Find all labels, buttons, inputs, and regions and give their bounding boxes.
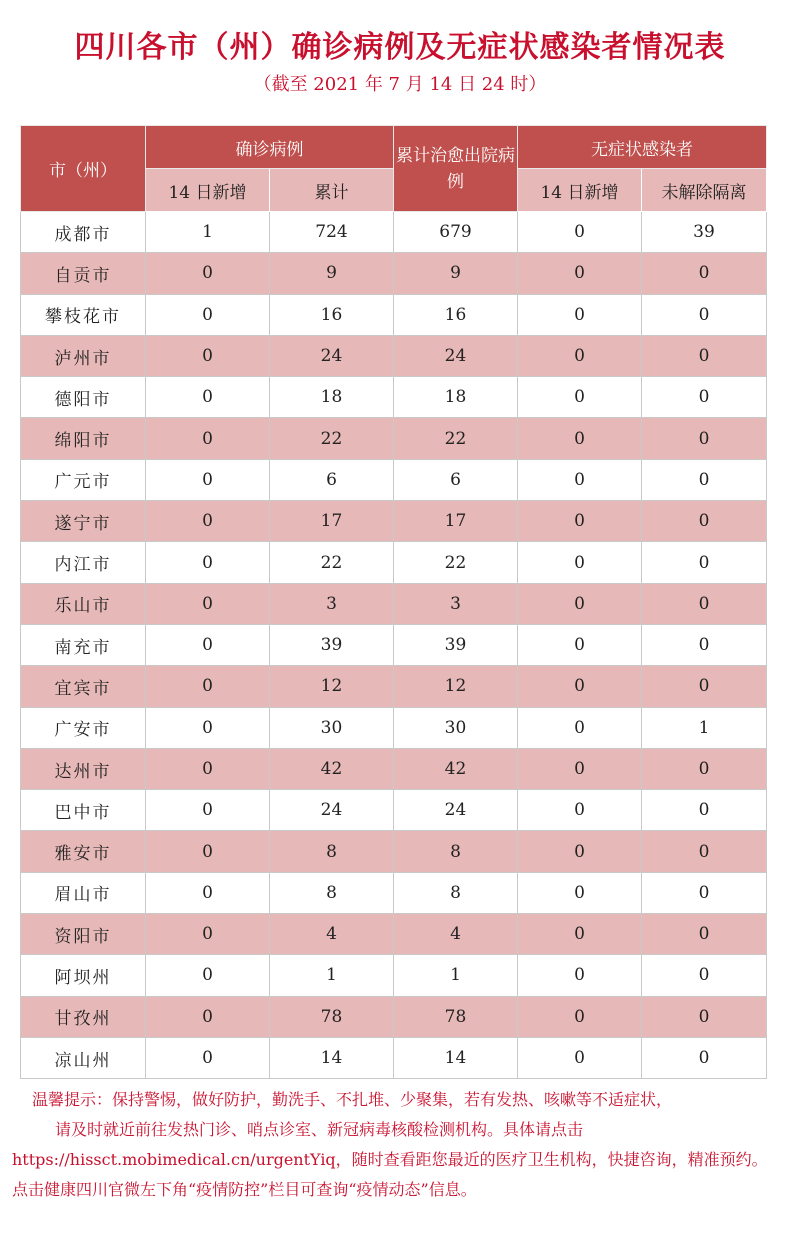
cell-confirmed-total: 24 bbox=[270, 790, 394, 831]
cell-confirmed-total: 16 bbox=[270, 294, 394, 335]
cell-asymptomatic-new: 0 bbox=[518, 831, 642, 872]
table-row bbox=[21, 748, 767, 789]
table-row bbox=[21, 872, 767, 913]
cell-recovered: 679 bbox=[394, 212, 518, 253]
cell-confirmed-total: 724 bbox=[270, 212, 394, 253]
cell-recovered: 17 bbox=[394, 501, 518, 542]
header-asymptomatic-unreleased: 未解除隔离 bbox=[642, 169, 767, 212]
cell-asymptomatic-unreleased: 0 bbox=[642, 748, 767, 789]
cell-confirmed-total: 3 bbox=[270, 583, 394, 624]
cell-asymptomatic-new: 0 bbox=[518, 583, 642, 624]
cell-confirmed-total: 9 bbox=[270, 253, 394, 294]
cell-confirmed-new: 0 bbox=[146, 294, 270, 335]
cell-confirmed-total: 17 bbox=[270, 501, 394, 542]
cell-confirmed-total: 18 bbox=[270, 377, 394, 418]
cell-asymptomatic-unreleased: 0 bbox=[642, 583, 767, 624]
cell-confirmed-total: 14 bbox=[270, 1037, 394, 1078]
cell-confirmed-new: 0 bbox=[146, 377, 270, 418]
header-confirmed-total: 累计 bbox=[270, 169, 394, 212]
cell-city: 成都市 bbox=[21, 212, 146, 253]
cell-asymptomatic-new: 0 bbox=[518, 459, 642, 500]
header-confirmed-new: 14 日新增 bbox=[146, 169, 270, 212]
cell-confirmed-total: 12 bbox=[270, 666, 394, 707]
cell-asymptomatic-new: 0 bbox=[518, 1037, 642, 1078]
cell-asymptomatic-unreleased: 0 bbox=[642, 955, 767, 996]
cell-confirmed-new: 0 bbox=[146, 501, 270, 542]
cell-city: 乐山市 bbox=[21, 583, 146, 624]
table-row bbox=[21, 831, 767, 872]
cell-asymptomatic-new: 0 bbox=[518, 335, 642, 376]
cell-confirmed-new: 0 bbox=[146, 831, 270, 872]
table-row bbox=[21, 583, 767, 624]
cell-confirmed-new: 0 bbox=[146, 459, 270, 500]
table-header bbox=[21, 126, 767, 212]
cell-asymptomatic-unreleased: 0 bbox=[642, 624, 767, 665]
table-row bbox=[21, 212, 767, 253]
header-city: 市（州） bbox=[21, 126, 146, 212]
cell-asymptomatic-unreleased: 0 bbox=[642, 872, 767, 913]
cell-city: 雅安市 bbox=[21, 831, 146, 872]
tips-line-2: 请及时就近前往发热门诊、哨点诊室、新冠病毒核酸检测机构。具体请点击 bbox=[55, 1120, 584, 1139]
cell-recovered: 8 bbox=[394, 872, 518, 913]
cell-confirmed-new: 0 bbox=[146, 335, 270, 376]
cell-asymptomatic-new: 0 bbox=[518, 253, 642, 294]
cell-asymptomatic-unreleased: 0 bbox=[642, 377, 767, 418]
cell-asymptomatic-new: 0 bbox=[518, 542, 642, 583]
cell-recovered: 22 bbox=[394, 542, 518, 583]
table-row bbox=[21, 253, 767, 294]
cell-city: 阿坝州 bbox=[21, 955, 146, 996]
table-row bbox=[21, 914, 767, 955]
tips-line-3: https://hissct.mobimedical.cn/urgentYiq，随时查看距您最近的医疗卫生机构，快捷咨询，精准预约。 bbox=[12, 1150, 768, 1169]
cell-asymptomatic-unreleased: 0 bbox=[642, 335, 767, 376]
cell-asymptomatic-new: 0 bbox=[518, 377, 642, 418]
table-row bbox=[21, 790, 767, 831]
cell-city: 甘孜州 bbox=[21, 996, 146, 1037]
cell-confirmed-total: 39 bbox=[270, 624, 394, 665]
cell-confirmed-new: 0 bbox=[146, 666, 270, 707]
cell-asymptomatic-new: 0 bbox=[518, 666, 642, 707]
cell-asymptomatic-unreleased: 0 bbox=[642, 501, 767, 542]
page-subtitle: （截至 2021 年 7 月 14 日 24 时） bbox=[253, 74, 547, 95]
table-row bbox=[21, 294, 767, 335]
cell-confirmed-total: 22 bbox=[270, 418, 394, 459]
cell-recovered: 16 bbox=[394, 294, 518, 335]
table-row bbox=[21, 666, 767, 707]
table-row bbox=[21, 624, 767, 665]
tips-line-4: 点击健康四川官微左下角“疫情防控”栏目可查询“疫情动态”信息。 bbox=[12, 1180, 477, 1199]
cell-confirmed-total: 78 bbox=[270, 996, 394, 1037]
cell-recovered: 78 bbox=[394, 996, 518, 1037]
table-row bbox=[21, 459, 767, 500]
cell-city: 德阳市 bbox=[21, 377, 146, 418]
cell-asymptomatic-new: 0 bbox=[518, 294, 642, 335]
cell-city: 自贡市 bbox=[21, 253, 146, 294]
cell-asymptomatic-new: 0 bbox=[518, 914, 642, 955]
cell-recovered: 18 bbox=[394, 377, 518, 418]
cell-city: 凉山州 bbox=[21, 1037, 146, 1078]
cell-city: 泸州市 bbox=[21, 335, 146, 376]
cell-city: 眉山市 bbox=[21, 872, 146, 913]
cell-asymptomatic-unreleased: 0 bbox=[642, 459, 767, 500]
header-confirmed-group: 确诊病例 bbox=[146, 126, 394, 169]
tips-notes bbox=[12, 1085, 800, 1205]
cell-confirmed-new: 1 bbox=[146, 212, 270, 253]
header-recovered: 累计治愈出院病例 bbox=[394, 126, 518, 212]
cell-recovered: 8 bbox=[394, 831, 518, 872]
cell-confirmed-new: 0 bbox=[146, 707, 270, 748]
header-asymptomatic-new: 14 日新增 bbox=[518, 169, 642, 212]
cell-confirmed-new: 0 bbox=[146, 542, 270, 583]
cases-table bbox=[20, 125, 767, 1079]
cell-confirmed-new: 0 bbox=[146, 418, 270, 459]
table-row bbox=[21, 955, 767, 996]
cell-recovered: 24 bbox=[394, 790, 518, 831]
cell-asymptomatic-new: 0 bbox=[518, 707, 642, 748]
cell-asymptomatic-unreleased: 0 bbox=[642, 666, 767, 707]
cell-confirmed-total: 42 bbox=[270, 748, 394, 789]
cell-confirmed-new: 0 bbox=[146, 748, 270, 789]
cell-confirmed-total: 30 bbox=[270, 707, 394, 748]
header-asymptomatic-group: 无症状感染者 bbox=[518, 126, 767, 169]
cell-recovered: 24 bbox=[394, 335, 518, 376]
cell-recovered: 4 bbox=[394, 914, 518, 955]
cell-asymptomatic-unreleased: 0 bbox=[642, 831, 767, 872]
table-body bbox=[21, 212, 767, 1079]
cell-city: 南充市 bbox=[21, 624, 146, 665]
cell-asymptomatic-new: 0 bbox=[518, 996, 642, 1037]
cell-city: 宜宾市 bbox=[21, 666, 146, 707]
cell-confirmed-total: 22 bbox=[270, 542, 394, 583]
cell-recovered: 1 bbox=[394, 955, 518, 996]
table-row bbox=[21, 707, 767, 748]
cell-asymptomatic-new: 0 bbox=[518, 624, 642, 665]
cell-confirmed-total: 24 bbox=[270, 335, 394, 376]
cell-asymptomatic-unreleased: 0 bbox=[642, 253, 767, 294]
cell-city: 广元市 bbox=[21, 459, 146, 500]
cell-confirmed-new: 0 bbox=[146, 253, 270, 294]
cell-recovered: 3 bbox=[394, 583, 518, 624]
cell-confirmed-new: 0 bbox=[146, 790, 270, 831]
cell-city: 内江市 bbox=[21, 542, 146, 583]
cell-recovered: 30 bbox=[394, 707, 518, 748]
cell-city: 巴中市 bbox=[21, 790, 146, 831]
cell-asymptomatic-unreleased: 0 bbox=[642, 914, 767, 955]
cell-confirmed-new: 0 bbox=[146, 996, 270, 1037]
cell-asymptomatic-new: 0 bbox=[518, 418, 642, 459]
cell-city: 攀枝花市 bbox=[21, 294, 146, 335]
cell-confirmed-total: 8 bbox=[270, 831, 394, 872]
table-row bbox=[21, 1037, 767, 1078]
cell-asymptomatic-unreleased: 0 bbox=[642, 790, 767, 831]
cell-asymptomatic-unreleased: 0 bbox=[642, 996, 767, 1037]
cell-confirmed-total: 1 bbox=[270, 955, 394, 996]
cell-asymptomatic-new: 0 bbox=[518, 501, 642, 542]
table-row bbox=[21, 335, 767, 376]
cell-confirmed-new: 0 bbox=[146, 914, 270, 955]
cell-asymptomatic-unreleased: 0 bbox=[642, 1037, 767, 1078]
cell-asymptomatic-new: 0 bbox=[518, 790, 642, 831]
cell-confirmed-new: 0 bbox=[146, 872, 270, 913]
cell-asymptomatic-unreleased: 1 bbox=[642, 707, 767, 748]
cell-confirmed-total: 4 bbox=[270, 914, 394, 955]
cell-confirmed-total: 6 bbox=[270, 459, 394, 500]
cell-recovered: 14 bbox=[394, 1037, 518, 1078]
cell-asymptomatic-new: 0 bbox=[518, 955, 642, 996]
cell-confirmed-new: 0 bbox=[146, 955, 270, 996]
cell-asymptomatic-unreleased: 0 bbox=[642, 294, 767, 335]
cell-asymptomatic-new: 0 bbox=[518, 212, 642, 253]
cell-city: 资阳市 bbox=[21, 914, 146, 955]
cell-recovered: 22 bbox=[394, 418, 518, 459]
cell-confirmed-total: 8 bbox=[270, 872, 394, 913]
cell-confirmed-new: 0 bbox=[146, 1037, 270, 1078]
cell-recovered: 9 bbox=[394, 253, 518, 294]
cell-confirmed-new: 0 bbox=[146, 624, 270, 665]
cell-asymptomatic-new: 0 bbox=[518, 748, 642, 789]
cell-confirmed-new: 0 bbox=[146, 583, 270, 624]
cell-recovered: 39 bbox=[394, 624, 518, 665]
table-row bbox=[21, 996, 767, 1037]
cell-recovered: 42 bbox=[394, 748, 518, 789]
cell-recovered: 6 bbox=[394, 459, 518, 500]
cell-asymptomatic-unreleased: 0 bbox=[642, 542, 767, 583]
table-row bbox=[21, 377, 767, 418]
cell-city: 达州市 bbox=[21, 748, 146, 789]
cell-recovered: 12 bbox=[394, 666, 518, 707]
page-title: 四川各市（州）确诊病例及无症状感染者情况表 bbox=[74, 30, 726, 65]
table-row bbox=[21, 542, 767, 583]
cell-city: 广安市 bbox=[21, 707, 146, 748]
cell-city: 遂宁市 bbox=[21, 501, 146, 542]
table-row bbox=[21, 501, 767, 542]
cell-asymptomatic-new: 0 bbox=[518, 872, 642, 913]
table-row bbox=[21, 418, 767, 459]
cell-city: 绵阳市 bbox=[21, 418, 146, 459]
cell-asymptomatic-unreleased: 0 bbox=[642, 418, 767, 459]
tips-line-1: 温馨提示：保持警惕，做好防护，勤洗手、不扎堆、少聚集，若有发热、咳嗽等不适症状， bbox=[32, 1090, 673, 1109]
cell-asymptomatic-unreleased: 39 bbox=[642, 212, 767, 253]
